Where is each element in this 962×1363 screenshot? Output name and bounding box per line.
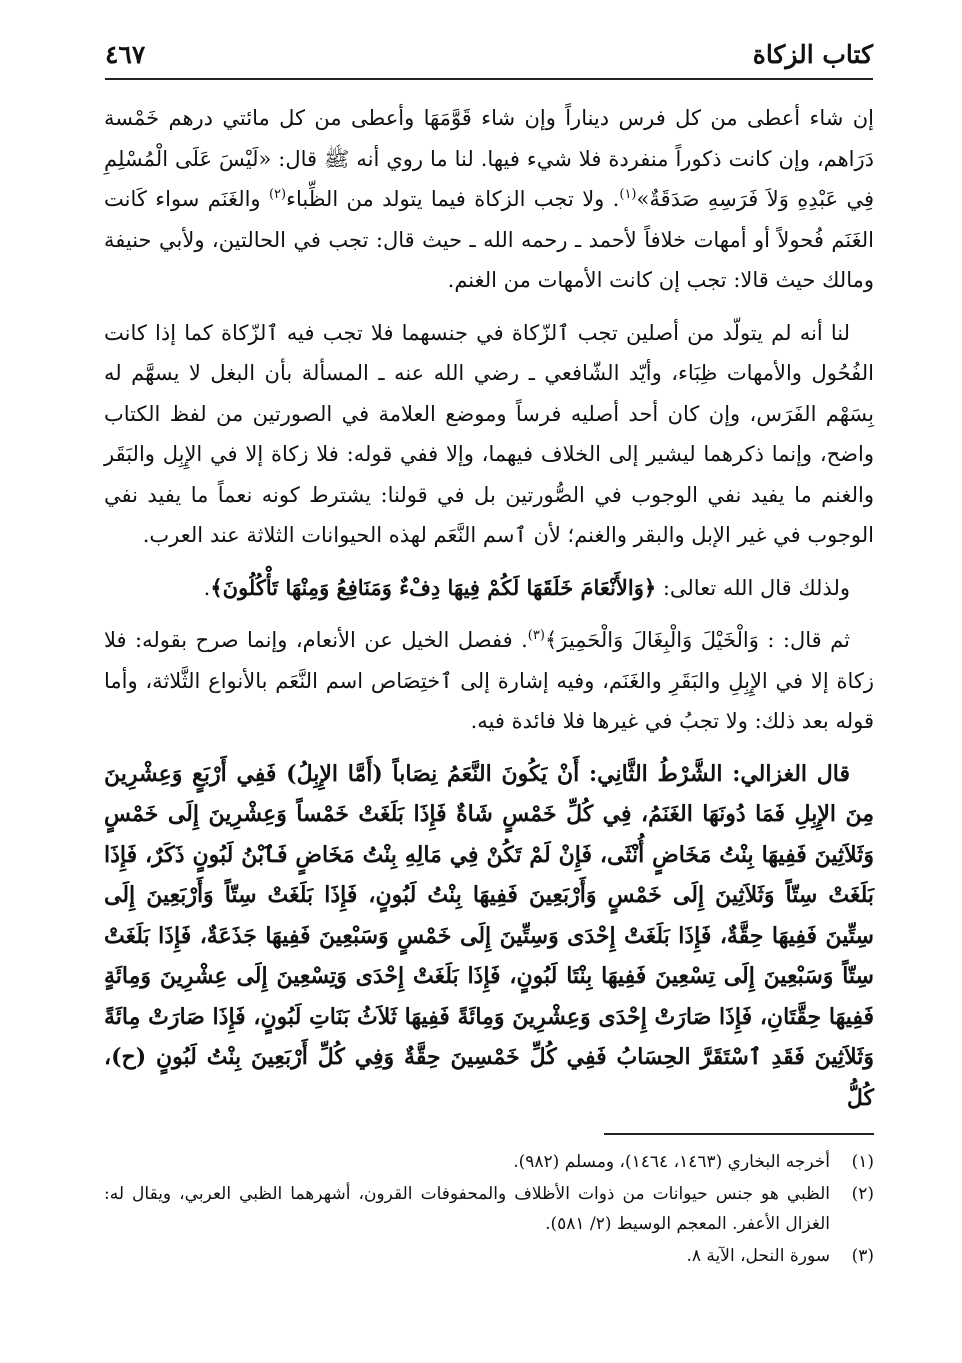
paragraph-4-text-a: ثم قال: : وَالْخَيْلَ وَالْبِغَالَ وَالْحَمِيرَ﴾ xyxy=(544,628,850,652)
footnote-ref-2: (٢) xyxy=(268,187,287,202)
paragraph-1 xyxy=(104,98,874,301)
page-header xyxy=(105,38,873,80)
footnote-number: (١) xyxy=(851,1152,874,1172)
footnote-number: (٢) xyxy=(851,1184,874,1204)
footnote-item xyxy=(104,1147,874,1177)
page-number: ٤٦٧ xyxy=(105,40,146,69)
paragraph-4-text-b: . ففصل الخيل عن الأنعام، وإنما صرح بقوله: فلا زكاة إلا في الإِبِلِ والبَقَرِ والغَنَم، وفيه إشارة إلى ٱختِصَاص اسم النَّعَم بالأنواع الثَّلاثة، وأما قوله بعد ذلك: ولا تجبُ في غيرها فلا فائدة فيه. xyxy=(104,628,874,733)
footnote-item xyxy=(104,1241,874,1271)
paragraph-2: لنا أنه لم يتولّد من أصلين تجب ٱلزّكاة في جنسهما فلا تجب فيه ٱلزّكاة كما إذا كانت الفُحُول والأمهات ظِبَاء، وأيّد الشّافعي ـ رضي الله عنه ـ المسألة بأن البغل لا يسهَّم له بِسَهْم الفَرَس، وإن كان أحد أصليه فرساً وموضع العلامة في الصورتين من لفظ الكتاب واضح، وإنما ذكرهما ليشير إلى الخلاف فيهما، وإلا ففي قوله: فلا زكاة إلا في الإِبِل والبَقَر والغنم ما يفيد نفي الوجوب في الصُّورتين بل في قولنا: يشترط كونه نعماً ما يفيد نفي الوجوب في غير الإبل والبقر والغنم؛ لأن ٱسم النَّعَم لهذه الحيوانات الثلاثة عند العرب. xyxy=(104,320,874,547)
paragraph-1-text-b: . ولا تجب الزكاة فيما يتولد من الظِّباء xyxy=(286,187,620,211)
footnote-ref-1: (١) xyxy=(619,187,637,202)
paragraph-5-ghazali: قال الغزالي: الشَّرْطُ الثَّانِي: أَنْ يَكُونَ النَّعَمُ نِصَاباً (أَمَّا الإِبِلُ) فَفِي أَرْبَعٍ وَعِشْرِينَ مِنَ الإِبِلِ فَمَا دُونَهَا الغَنَمُ، فِي كُلِّ خَمْسٍ شَاةٌ فَإِذَا بَلَغَتْ خَمْساً وَعِشْرِينَ إِلَى خَمْسٍ وَثَلاَثِينَ فَفِيهَا بِنْتُ مَخَاضٍ أُنْثَى، فَإِنْ لَمْ تَكُنْ فِي مَالِهِ بِنْتُ مَخَاضٍ فَٱبْنُ لَبُونٍ ذَكَرٌ، فَإِذَا بَلَغَتْ سِتّاً وَثَلاَثِينَ إِلَى خَمْسٍ وَأَرْبَعِينَ فَفِيهَا بِنْتُ لَبُونٍ، فَإِذَا بَلَغَتْ سِتّاً وَأَرْبَعِينَ إِلَى سِتِّينَ فَفِيهَا حِقَّةٌ، فَإِذَا بَلَغَتْ إِحْدَى وَسِتِّينَ إِلَى خَمْسٍ وَسَبْعِينَ فَفِيهَا جَذَعَةٌ، فَإِذَا بَلَغَتْ سِتّاً وَسَبْعِينَ إِلَى تِسْعِينَ فَفِيهَا بِنْتَا لَبُونٍ، فَإِذَا بَلَغَتْ إِحْدَى وَتِسْعِينَ إِلَى عِشْرِينَ وَمِائَةٍ فَفِيهَا حِقَّتَانِ، فَإِذَا صَارَتْ إِحْدَى وَعِشْرِينَ وَمِائَةً فَفِيهَا ثَلاَثُ بَنَاتِ لَبُونٍ، فَإِذَا صَارَتْ مِائَةً وَثَلاَثِينَ فَقَدِ ٱسْتَقَرَّ الحِسَابُ فَفِي كُلِّ خَمْسِينَ حِقَّةٌ وَفِي كُلِّ أَرْبَعِينَ بِنْتُ لَبُونٍ (ح)، كُلُّ xyxy=(104,760,874,1111)
paragraph-4 xyxy=(104,620,874,742)
footnotes xyxy=(104,1147,874,1273)
footnote-number: (٣) xyxy=(851,1246,874,1266)
quran-verse: ﴿وَالأَنْعَامَ خَلَقَهَا لَكُمْ فِيهَا دِفْءٌ وَمَنَافِعُ وَمِنْهَا تَأْكُلُونَ﴾ xyxy=(210,574,657,600)
book-title: كتاب الزكاة xyxy=(752,40,873,69)
paragraph-3-intro: ولذلك قال الله تعالى: xyxy=(656,575,850,600)
footnote-separator xyxy=(604,1133,874,1135)
main-text xyxy=(104,98,874,1130)
paragraph-3-end: . xyxy=(203,575,211,600)
footnote-item xyxy=(104,1179,874,1239)
paragraph-1-text-c: والغَنَم سواء كَانت الغَنَم فُحولاً أو أمهات خلافاً لأحمد ـ رحمه الله ـ حيث قال: تجب في الحالتين، ولأبي حنيفة ومالك حيث قالا: تجب إن كانت الأمهات من الغنم. xyxy=(104,187,874,292)
paragraph-1-text: إن شاء أعطى من كل فرس ديناراً وإن شاء قَوَّمَهَا وأعطى من كل مائتي درهم خَمْسة دَرَاهم، وإن كانت ذكوراً منفردة فلا شيء فيها. لنا ما روي أنه ﷺ قال: «لَيْسَ عَلَى الْمُسْلِمِ فِي عَبْدِهِ وَلاَ فَرَسِهِ صَدَقَةٌ» xyxy=(104,106,875,211)
footnote-text: الظبي هو جنس حيوانات من ذوات الأظلاف والمحفوفات القرون، أشهرهما الظبي العربي، ويقال له: الغزال الأعفر. المعجم الوسيط (٢/ ٥٨١). xyxy=(104,1184,830,1234)
footnote-text: سورة النحل، الآية ٨. xyxy=(686,1246,830,1266)
footnote-ref-3: (٣) xyxy=(527,628,545,643)
footnote-text: أخرجه البخاري (١٤٦٣، ١٤٦٤)، ومسلم (٩٨٢). xyxy=(513,1152,830,1172)
paragraph-3 xyxy=(104,568,874,609)
